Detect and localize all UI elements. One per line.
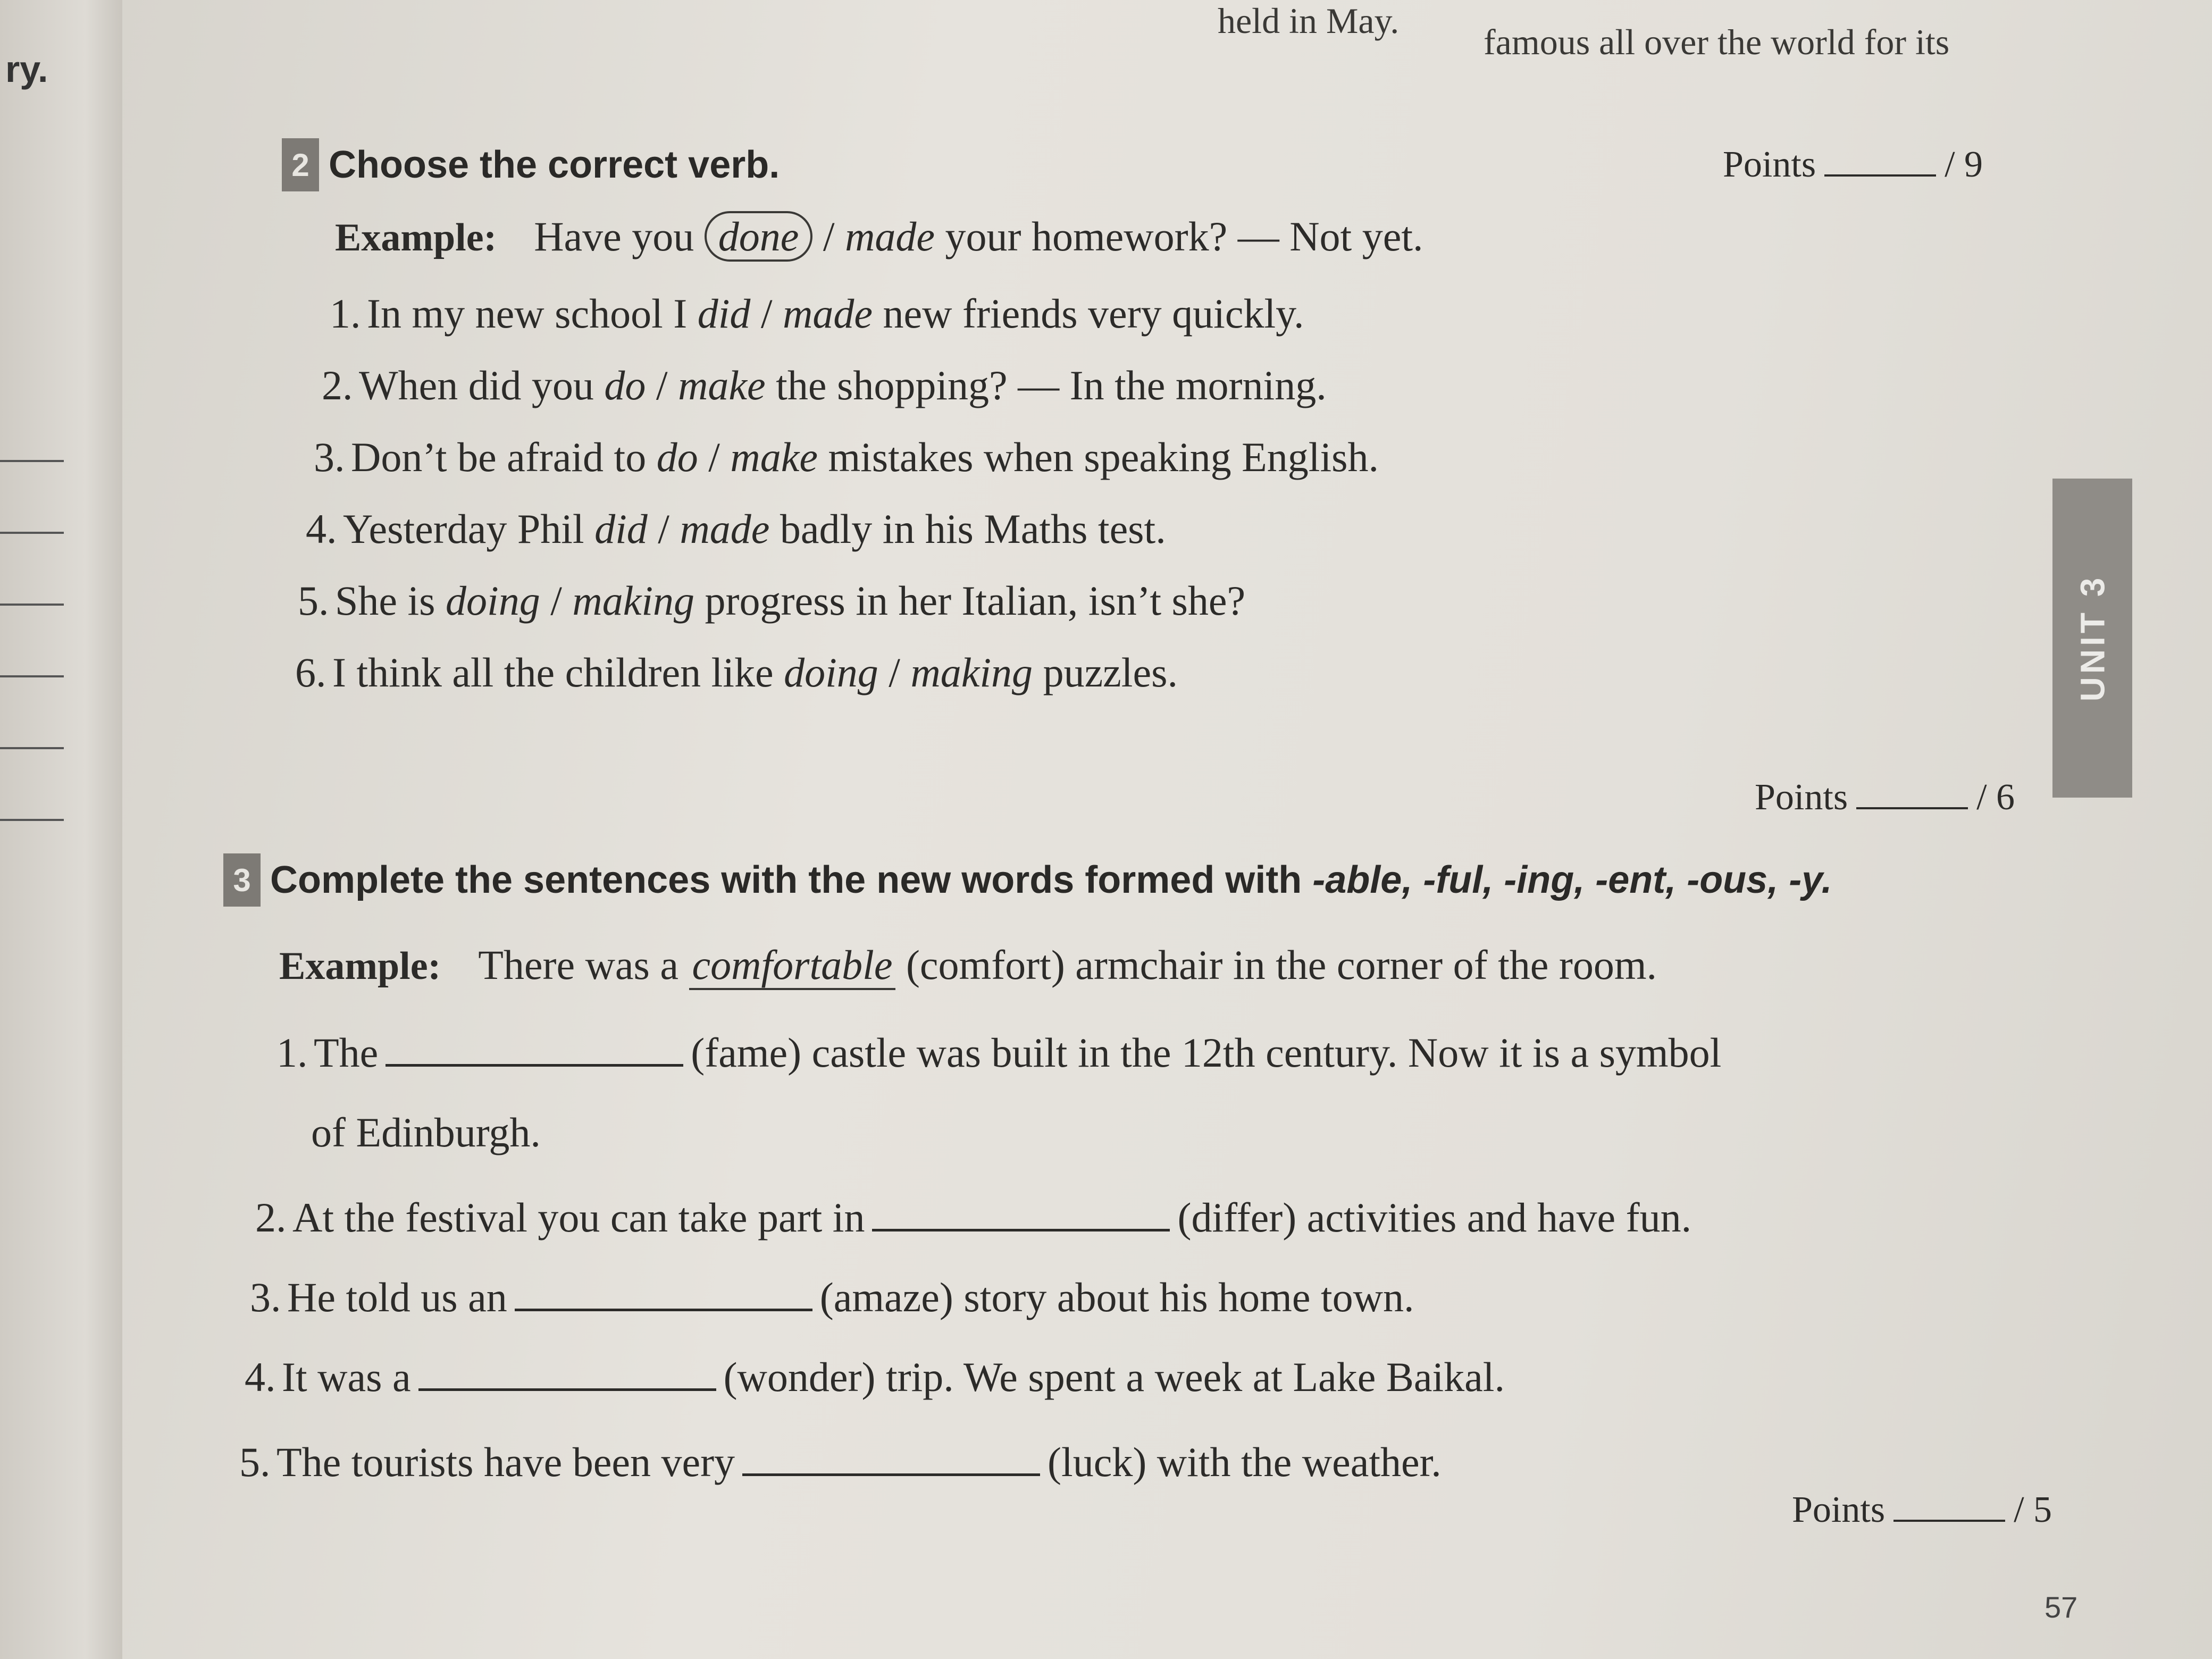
item-text: progress in her Italian, isn’t she? xyxy=(694,577,1246,624)
page-number: 57 xyxy=(2045,1590,2078,1624)
item-number: 4. xyxy=(245,1354,276,1400)
left-answer-line xyxy=(0,819,64,821)
verb-option[interactable]: make xyxy=(730,434,818,480)
verb-option[interactable]: making xyxy=(910,649,1033,696)
task-3-item xyxy=(255,1194,1691,1242)
points-blank xyxy=(1893,1519,2005,1522)
verb-option[interactable]: made xyxy=(783,290,873,337)
separator: / xyxy=(878,649,911,696)
verb-option[interactable]: do xyxy=(656,434,698,480)
points-label: Points xyxy=(1723,144,1816,185)
example-text: There was a xyxy=(478,942,689,988)
item-number: 4. xyxy=(306,506,337,552)
task-3-item xyxy=(245,1353,1505,1401)
task-3-header xyxy=(223,853,1832,907)
verb-option[interactable]: did xyxy=(697,290,751,337)
item-text: badly in his Maths test. xyxy=(769,506,1166,552)
task-3-item xyxy=(239,1438,1442,1486)
task-2-item xyxy=(306,505,1166,553)
item-text: (luck) with the weather. xyxy=(1048,1439,1442,1485)
separator: / xyxy=(698,434,731,480)
example-text: (comfort) armchair in the corner of the room. xyxy=(895,942,1657,988)
points-label: Points xyxy=(1792,1489,1886,1530)
left-facing-page xyxy=(0,0,122,1659)
separator: / xyxy=(647,506,680,552)
left-page-fragment: ry. xyxy=(5,48,48,90)
verb-option[interactable]: doing xyxy=(446,577,540,624)
item-text: the shopping? — In the morning. xyxy=(765,362,1327,408)
example-text: Have you xyxy=(534,213,705,259)
points-max: / 6 xyxy=(1976,777,2015,818)
points-label: Points xyxy=(1755,777,1848,818)
task-2-header xyxy=(282,138,780,191)
left-answer-line xyxy=(0,604,64,606)
separator: / xyxy=(540,577,573,624)
task-3-number: 3 xyxy=(223,853,261,907)
task-2-number: 2 xyxy=(282,138,319,191)
verb-option[interactable]: do xyxy=(604,362,646,408)
separator: / xyxy=(750,290,783,337)
example-answer: comfortable xyxy=(689,942,896,990)
example-text: your homework? — Not yet. xyxy=(935,213,1423,259)
points-max: / 9 xyxy=(1945,144,1983,185)
item-text: (wonder) trip. We spent a week at Lake Baikal. xyxy=(723,1354,1505,1400)
task-2-item xyxy=(295,649,1178,697)
points-max: / 5 xyxy=(2014,1489,2052,1530)
task-3-example xyxy=(279,941,1657,989)
example-label: Example: xyxy=(335,216,497,259)
answer-blank[interactable] xyxy=(515,1308,812,1311)
task-2-item xyxy=(322,362,1327,409)
top-fragment-left: held in May. xyxy=(1218,1,1400,41)
item-text: At the festival you can take part in xyxy=(292,1194,865,1241)
item-number: 6. xyxy=(295,649,326,696)
item-text: It was a xyxy=(282,1354,411,1400)
task-2-points xyxy=(1755,776,2015,819)
left-answer-line xyxy=(0,532,64,534)
points-blank xyxy=(1824,174,1936,177)
answer-blank[interactable] xyxy=(872,1228,1170,1231)
item-text: new friends very quickly. xyxy=(873,290,1304,337)
top-fragment-right: famous all over the world for its xyxy=(1484,22,1950,62)
task-2-item xyxy=(314,433,1379,481)
item-text: (amaze) story about his home town. xyxy=(819,1274,1414,1320)
separator: / xyxy=(812,213,845,259)
answer-blank[interactable] xyxy=(386,1063,683,1067)
item-number: 2. xyxy=(322,362,353,408)
answer-blank[interactable] xyxy=(742,1473,1040,1476)
answer-blank[interactable] xyxy=(418,1388,716,1391)
points-blank xyxy=(1856,807,1968,809)
task-3-points xyxy=(1792,1489,2052,1531)
item-text: Don’t be afraid to xyxy=(351,434,657,480)
example-option: made xyxy=(845,213,935,259)
task-2-item xyxy=(330,290,1304,338)
item-number: 5. xyxy=(239,1439,271,1485)
item-text: In my new school I xyxy=(367,290,698,337)
example-label: Example: xyxy=(279,944,441,988)
verb-option[interactable]: making xyxy=(572,577,694,624)
task-3-title xyxy=(270,858,1832,902)
task-3-suffixes: -able, -ful, -ing, -ent, -ous, -y. xyxy=(1312,859,1832,901)
item-text: (fame) castle was built in the 12th century. Now it is a symbol xyxy=(691,1029,1722,1076)
task-2-points-top xyxy=(1723,144,1983,186)
item-text: Yesterday Phil xyxy=(343,506,595,552)
unit-tab xyxy=(2052,479,2132,798)
verb-option[interactable]: did xyxy=(594,506,648,552)
task-2-example xyxy=(335,213,1423,261)
verb-option[interactable]: doing xyxy=(784,649,878,696)
item-text: (differ) activities and have fun. xyxy=(1177,1194,1692,1241)
task-2-title: Choose the correct verb. xyxy=(329,144,780,186)
task-3-item-continuation: of Edinburgh. xyxy=(311,1109,541,1155)
item-number: 2. xyxy=(255,1194,287,1241)
item-text: mistakes when speaking English. xyxy=(817,434,1379,480)
item-text: puzzles. xyxy=(1033,649,1178,696)
task-3-item xyxy=(276,1029,1721,1077)
left-answer-line xyxy=(0,747,64,749)
item-number: 1. xyxy=(330,290,361,337)
left-answer-line xyxy=(0,675,64,677)
unit-tab-label: UNIT 3 xyxy=(2073,574,2112,702)
workbook-page xyxy=(122,0,2212,1659)
item-text: She is xyxy=(335,577,446,624)
item-text: The xyxy=(314,1029,379,1076)
circled-answer: done xyxy=(705,211,813,262)
item-number: 3. xyxy=(250,1274,281,1320)
item-text: The tourists have been very xyxy=(276,1439,735,1485)
item-text: When did you xyxy=(359,362,605,408)
item-text: I think all the children like xyxy=(332,649,784,696)
separator: / xyxy=(646,362,678,408)
task-2-item xyxy=(298,577,1245,625)
left-answer-line xyxy=(0,460,64,462)
task-3-title-text: Complete the sentences with the new words formed with xyxy=(270,859,1313,901)
item-number: 5. xyxy=(298,577,329,624)
verb-option[interactable]: made xyxy=(680,506,770,552)
item-text: He told us an xyxy=(287,1274,507,1320)
verb-option[interactable]: make xyxy=(678,362,766,408)
item-number: 1. xyxy=(276,1029,308,1076)
item-number: 3. xyxy=(314,434,345,480)
task-3-item xyxy=(250,1273,1414,1321)
